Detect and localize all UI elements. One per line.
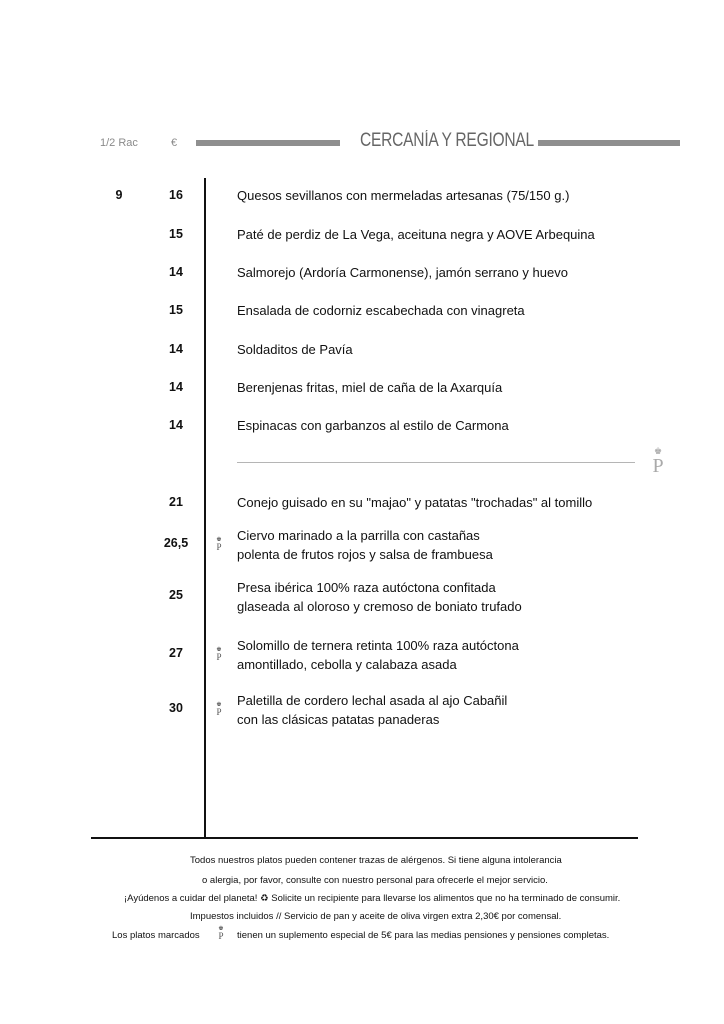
dish-description: Espinacas con garbanzos al estilo de Carmona	[237, 418, 509, 433]
dish-price: 27	[169, 646, 183, 660]
price-header: €	[171, 137, 178, 149]
supplement-note-right: tienen un suplemento especial de 5€ para las medias pensiones y pensiones completas.	[237, 930, 610, 941]
header-bar-left	[196, 140, 340, 146]
section-title: CERCANÍA Y REGIONAL	[360, 130, 534, 151]
dish-description: Quesos sevillanos con mermeladas artesanas (75/150 g.)	[237, 188, 570, 203]
supplement-note-left: Los platos marcados	[112, 930, 200, 941]
dish-description: Berenjenas fritas, miel de caña de la Axarquía	[237, 380, 503, 395]
dish-price: 14	[169, 342, 183, 356]
dish-description: Presa ibérica 100% raza autóctona confitada	[237, 580, 496, 595]
dish-description: polenta de frutos rojos y salsa de frambuesa	[237, 547, 493, 562]
dish-price: 21	[169, 495, 183, 509]
dish-price: 14	[169, 265, 183, 279]
dish-description: glaseada al oloroso y cremoso de boniato trufado	[237, 599, 522, 614]
dish-description: Salmorejo (Ardoría Carmonense), jamón serrano y huevo	[237, 265, 568, 280]
supplement-mark-icon: ♚ P	[216, 647, 222, 662]
allergen-note-1: Todos nuestros platos pueden contener trazas de alérgenos. Si tiene alguna intolerancia	[190, 855, 562, 866]
dish-price: 30	[169, 701, 183, 715]
dish-description: Ensalada de codorniz escabechada con vinagreta	[237, 303, 525, 318]
dish-description: Soldaditos de Pavía	[237, 342, 353, 357]
column-divider	[204, 178, 206, 838]
dish-price: 15	[169, 227, 183, 241]
bottom-rule	[91, 837, 638, 839]
dish-description: Paté de perdiz de La Vega, aceituna negra y AOVE Arbequina	[237, 227, 595, 242]
dish-price: 16	[169, 188, 183, 202]
dish-price: 14	[169, 418, 183, 432]
brand-crown-p-icon: ♚ P	[652, 446, 664, 477]
half-portion-header: 1/2 Rac	[100, 137, 138, 149]
dish-description: Conejo guisado en su "majao" y patatas "trochadas" al tomillo	[237, 495, 593, 510]
taxes-note: Impuestos incluidos // Servicio de pan y aceite de oliva virgen extra 2,30€ por comensal.	[190, 911, 562, 922]
header-bar-right	[538, 140, 680, 146]
supplement-mark-icon: ♚ P	[218, 926, 224, 941]
dish-price: 25	[169, 588, 183, 602]
dish-price: 15	[169, 303, 183, 317]
planet-note: ¡Ayúdenos a cuidar del planeta! ♻ Solicite un recipiente para llevarse los alimentos que no ha terminado de consumir.	[124, 893, 621, 904]
supplement-mark-icon: ♚ P	[216, 702, 222, 717]
dish-description: con las clásicas patatas panaderas	[237, 712, 440, 727]
supplement-mark-icon: ♚ P	[216, 537, 222, 552]
dish-description: amontillado, cebolla y calabaza asada	[237, 657, 457, 672]
dish-price: 14	[169, 380, 183, 394]
dish-description: Solomillo de ternera retinta 100% raza autóctona	[237, 638, 519, 653]
section-separator	[237, 462, 635, 463]
dish-description: Ciervo marinado a la parrilla con castañas	[237, 528, 480, 543]
allergen-note-2: o alergia, por favor, consulte con nuestro personal para ofrecerle el mejor servicio.	[202, 875, 548, 886]
dish-description: Paletilla de cordero lechal asada al ajo Cabañil	[237, 693, 508, 708]
half-portion-price: 9	[115, 188, 123, 202]
dish-price: 26,5	[163, 536, 189, 550]
